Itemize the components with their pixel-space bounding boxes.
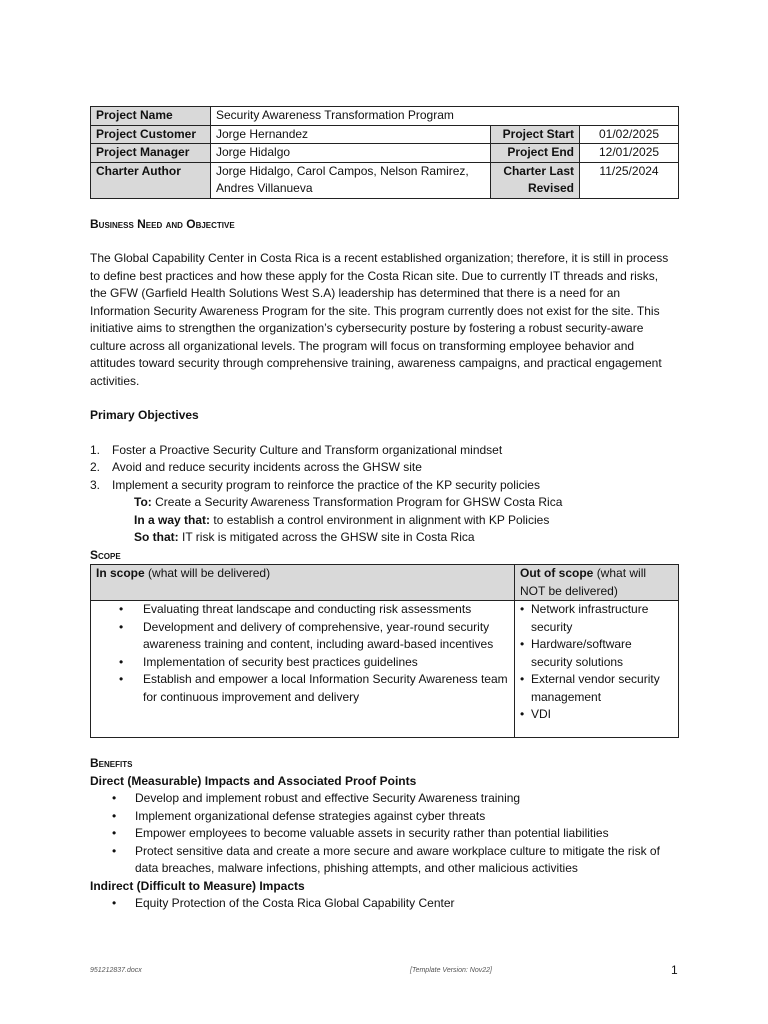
objective-so bbox=[90, 529, 678, 547]
way-text: to establish a control environment in alignment with KP Policies bbox=[213, 512, 550, 527]
out-scope-list bbox=[520, 601, 673, 724]
list-number: 3. bbox=[90, 477, 101, 492]
direct-impacts-list bbox=[90, 790, 678, 878]
list-item: • Development and delivery of comprehensive, year-round security awareness training and content, including award-based incentives bbox=[96, 619, 509, 654]
objectives-list bbox=[90, 442, 678, 495]
business-paragraph: The Global Capability Center in Costa Rica is a recent established organization; therefore, it is still in process to define best practices and how these apply for the Costa Rican site. Due to currently IT threads and risks, the GFW (Garfield Health Solutions West S.A) leadership has determined that there is a need for an Information Security Awareness Program for the site. This program currently does not exist for the site. This initiative aims to strengthen the organization’s cybersecurity posture by fostering a robust security-aware culture across all organizational levels. The program will focus on transforming employee behavior and attitudes toward security through comprehensive training, awareness campaigns, and practical engagement activities. bbox=[90, 251, 669, 388]
objective-way bbox=[90, 512, 678, 530]
list-number: 2. bbox=[90, 460, 101, 474]
out-scope-label: Out of scope bbox=[520, 566, 594, 580]
project-customer-value: Jorge Hernandez bbox=[211, 125, 491, 144]
list-item bbox=[90, 477, 678, 495]
out-scope-cell bbox=[515, 601, 679, 738]
list-item: • Equity Protection of the Costa Rica Global Capability Center bbox=[90, 895, 678, 913]
direct-impacts-title: Direct (Measurable) Impacts and Associated Proof Points bbox=[90, 773, 417, 788]
in-scope-header bbox=[91, 565, 515, 601]
row-charter-author bbox=[91, 162, 679, 198]
charter-author-value: Jorge Hidalgo, Carol Campos, Nelson Ramirez, Andres Villanueva bbox=[211, 162, 491, 198]
to-text: Create a Security Awareness Transformation Program for GHSW Costa Rica bbox=[155, 495, 563, 509]
project-info-table bbox=[90, 106, 679, 199]
list-number: 1. bbox=[90, 442, 101, 457]
list-item: • Implementation of security best practices guidelines bbox=[96, 654, 509, 672]
list-item: • Network infrastructure security bbox=[520, 601, 673, 636]
indirect-impacts-title: Indirect (Difficult to Measure) Impacts bbox=[90, 878, 305, 893]
scope-heading: Scope bbox=[90, 547, 121, 562]
list-item bbox=[90, 459, 678, 477]
list-item: • Empower employees to become valuable assets in security rather than potential liabilities bbox=[90, 825, 678, 843]
in-scope-note: (what will be delivered) bbox=[148, 566, 271, 580]
list-item: • Develop and implement robust and effective Security Awareness training bbox=[90, 790, 678, 808]
to-label: To: bbox=[134, 495, 152, 509]
way-label: In a way that: bbox=[134, 512, 211, 527]
list-item: • Establish and empower a local Information Security Awareness team for continuous improvement and delivery bbox=[96, 671, 509, 706]
page-number: 1 bbox=[671, 963, 678, 977]
objective-to bbox=[90, 494, 678, 512]
scope-table bbox=[90, 564, 679, 738]
project-end-label: Project End bbox=[491, 144, 580, 163]
row-project-name bbox=[91, 107, 679, 126]
objective-text: Foster a Proactive Security Culture and Transform organizational mindset bbox=[112, 442, 503, 457]
charter-last-revised-value: 11/25/2024 bbox=[580, 162, 679, 198]
list-item: • Protect sensitive data and create a more secure and aware workplace culture to mitigate the risk of data breaches, malware infections, phishing attempts, and other malicious activities bbox=[90, 843, 678, 878]
document-page bbox=[90, 106, 678, 913]
list-item bbox=[90, 442, 678, 460]
out-scope-note: (what will NOT be delivered) bbox=[520, 566, 647, 598]
project-start-value: 01/02/2025 bbox=[580, 125, 679, 144]
in-scope-label: In scope bbox=[96, 566, 145, 580]
list-item: • VDI bbox=[520, 706, 673, 724]
project-manager-value: Jorge Hidalgo bbox=[211, 144, 491, 163]
business-need-heading: Business Need and Objective bbox=[90, 216, 235, 231]
charter-last-revised-label: Charter Last Revised bbox=[491, 162, 580, 198]
so-label: So that: bbox=[134, 530, 179, 544]
out-scope-header bbox=[515, 565, 679, 601]
indirect-impacts-list bbox=[90, 895, 678, 913]
project-customer-label: Project Customer bbox=[91, 125, 211, 144]
project-name-label: Project Name bbox=[91, 107, 211, 126]
list-item: • Hardware/software security solutions bbox=[520, 636, 673, 671]
so-text: IT risk is mitigated across the GHSW site in Costa Rica bbox=[182, 530, 475, 544]
project-name-value: Security Awareness Transformation Program bbox=[211, 107, 679, 126]
primary-objectives-title: Primary Objectives bbox=[90, 408, 199, 422]
scope-body-row bbox=[91, 601, 679, 738]
row-project-manager bbox=[91, 144, 679, 163]
scope-header-row bbox=[91, 565, 679, 601]
objective-text: Avoid and reduce security incidents across the GHSW site bbox=[112, 460, 422, 474]
footer-template-version: [Template Version: Nov22] bbox=[410, 967, 492, 974]
benefits-heading: Benefits bbox=[90, 756, 133, 770]
footer-filename: 951212837.docx bbox=[90, 967, 142, 974]
list-item: • Implement organizational defense strategies against cyber threats bbox=[90, 808, 678, 826]
row-project-customer bbox=[91, 125, 679, 144]
project-end-value: 12/01/2025 bbox=[580, 144, 679, 163]
in-scope-list bbox=[96, 601, 509, 706]
project-start-label: Project Start bbox=[491, 125, 580, 144]
objective-text: Implement a security program to reinforce the practice of the KP security policies bbox=[112, 477, 540, 492]
charter-author-label: Charter Author bbox=[91, 162, 211, 198]
in-scope-cell bbox=[91, 601, 515, 738]
list-item: • External vendor security management bbox=[520, 671, 673, 706]
list-item: • Evaluating threat landscape and conducting risk assessments bbox=[96, 601, 509, 619]
project-manager-label: Project Manager bbox=[91, 144, 211, 163]
